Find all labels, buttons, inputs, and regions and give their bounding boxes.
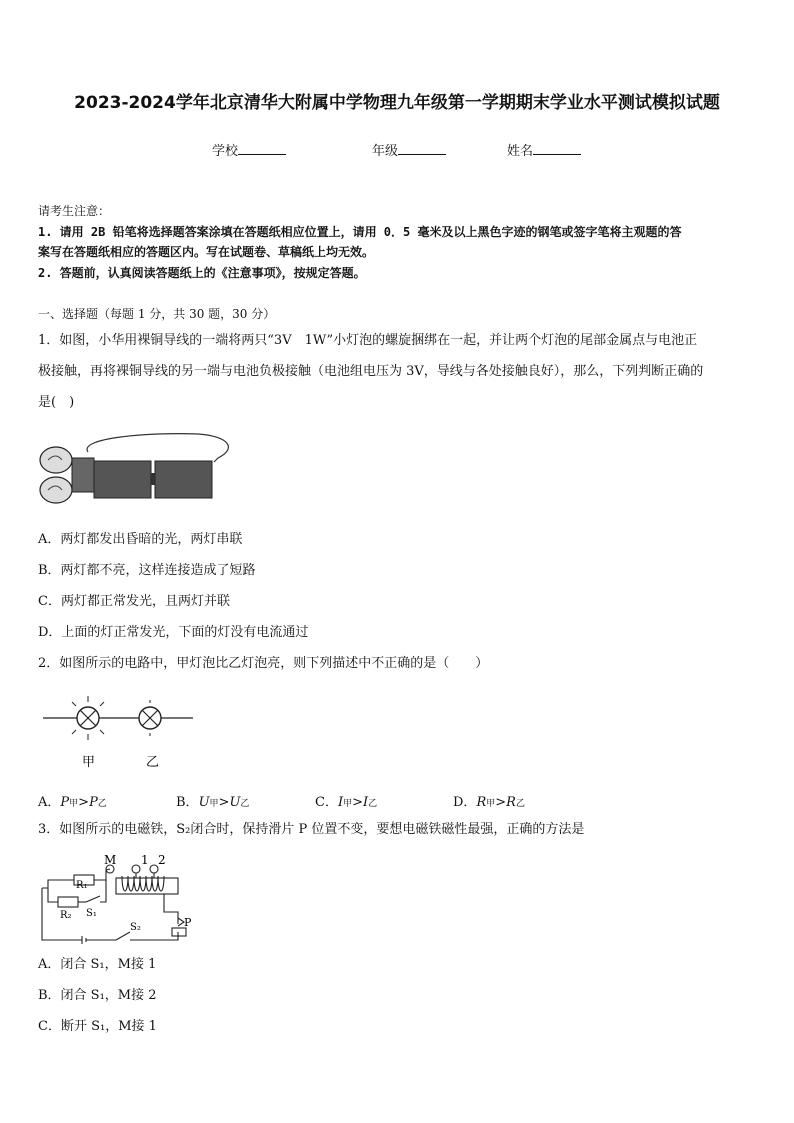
- q2-figure: [38, 690, 198, 772]
- q2-stem: 2．如图所示的电路中，甲灯泡比乙灯泡亮，则下列描述中不正确的是（ ）: [38, 656, 489, 671]
- battery-right: [155, 461, 212, 498]
- q1-option-c: C．两灯都正常发光，且两灯并联: [38, 594, 230, 609]
- name-label: 姓名: [507, 144, 534, 159]
- terminal-2-label: 2: [158, 853, 166, 867]
- grade-blank: [398, 142, 446, 155]
- switch-s1: [86, 896, 100, 902]
- switch-s1-label: S₁: [86, 908, 97, 919]
- q3-option-b: B．闭合 S₁，M接 2: [38, 988, 157, 1003]
- q1-figure: [38, 428, 238, 513]
- lamp-yi: [139, 700, 161, 736]
- resistor-r2: [58, 897, 78, 907]
- resistor-r1-label: R₁: [76, 880, 88, 891]
- q1-option-d: D．上面的灯正常发光，下面的灯没有电流通过: [38, 625, 309, 640]
- battery-left: [94, 461, 151, 498]
- notice-item1-line1: 1. 请用 2B 铅笔将选择题答案涂填在答题纸相应位置上，请用 0．5 毫米及以上黑色字迹的钢笔或签字笔将主观题的答: [38, 225, 682, 239]
- slider-p-label: P: [184, 916, 192, 929]
- school-label: 学校: [212, 144, 239, 159]
- q1-stem-line2: 极接触，再将裸铜导线的另一端与电池负极接触（电池组电压为 3V，导线与各处接触良好），那么，下列判断正确的: [38, 364, 704, 379]
- exam-title: 2023-2024学年北京清华大附属中学物理九年级第一学期期末学业水平测试模拟试题: [74, 93, 720, 113]
- q2-option-a: A．P甲>P乙: [38, 795, 107, 810]
- q3-stem: 3．如图所示的电磁铁，S₂闭合时，保持滑片 P 位置不变，要想电磁铁磁性最强，正确的方法是: [38, 822, 585, 837]
- q1-option-a: A．两灯都发出昏暗的光，两灯串联: [38, 532, 243, 547]
- copper-wire: [87, 434, 228, 462]
- school-blank: [238, 142, 286, 155]
- resistor-r2-label: R₂: [60, 910, 72, 921]
- q1-stem-line3: 是( ): [38, 395, 75, 410]
- upper-bulb: [40, 447, 72, 473]
- name-blank: [533, 142, 581, 155]
- q3-option-c: C．断开 S₁，M接 1: [38, 1019, 157, 1034]
- q3-figure: [38, 852, 198, 944]
- terminal-m-label: M: [104, 853, 117, 867]
- q1-stem-line1: 1．如图，小华用裸铜导线的一端将两只“3V 1W”小灯泡的螺旋捆绑在一起，并让两个灯泡的尾部金属点与电池正: [38, 333, 698, 348]
- lamp-jia: [72, 696, 104, 740]
- switch-s2: [116, 932, 130, 940]
- grade-field: [372, 140, 446, 159]
- q1-option-b: B．两灯都不亮，这样连接造成了短路: [38, 563, 256, 578]
- q3-option-a: A．闭合 S₁，M接 1: [38, 957, 157, 972]
- notice-item2: 2. 答题前，认真阅读答题纸上的《注意事项》，按规定答题。: [38, 266, 366, 280]
- rheostat: [172, 928, 186, 936]
- notice-item1-line2: 案写在答题纸相应的答题区内。写在试题卷、草稿纸上均无效。: [38, 245, 375, 259]
- lamp-jia-label: 甲: [82, 755, 96, 770]
- switch-s2-label: S₂: [130, 922, 141, 933]
- name-field: [507, 140, 581, 159]
- q2-option-b: B．U甲>U乙: [176, 795, 250, 810]
- lower-bulb: [40, 477, 72, 503]
- q2-option-d: D．R甲>R乙: [453, 795, 525, 810]
- section-heading: 一、选择题（每题 1 分，共 30 题，30 分）: [38, 307, 276, 321]
- terminal-1-label: 1: [141, 853, 149, 867]
- notice-heading: 请考生注意：: [38, 204, 111, 218]
- bulb-bases: [72, 458, 94, 492]
- school-field: [212, 140, 286, 159]
- grade-label: 年级: [372, 144, 399, 159]
- lamp-yi-label: 乙: [146, 755, 160, 770]
- q2-option-c: C．I甲>I乙: [315, 795, 378, 810]
